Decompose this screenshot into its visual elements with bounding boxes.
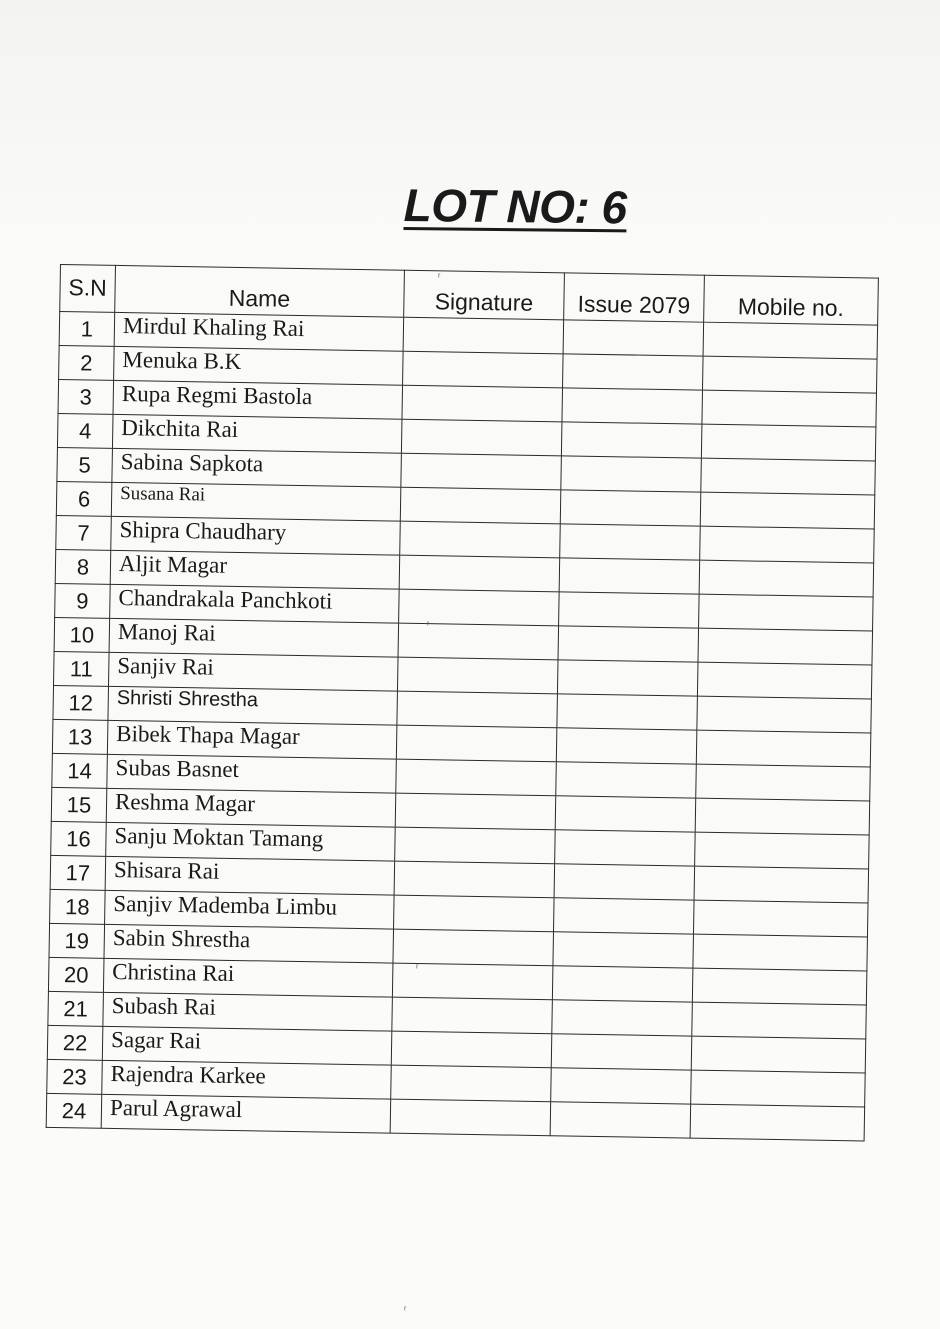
row-signature-cell[interactable] (401, 453, 562, 490)
row-signature-cell[interactable] (399, 589, 560, 626)
header-issue: Issue 2079 (564, 273, 705, 322)
row-signature-cell[interactable] (403, 351, 564, 388)
row-signature-cell[interactable] (396, 759, 557, 796)
row-issue-cell[interactable] (556, 728, 697, 764)
row-mobile-cell[interactable] (693, 900, 868, 937)
row-sn: 13 (52, 719, 108, 754)
row-issue-cell[interactable] (551, 1068, 692, 1104)
row-mobile-cell[interactable] (699, 560, 874, 597)
row-signature-cell[interactable] (395, 793, 556, 830)
row-issue-cell[interactable] (561, 456, 702, 492)
row-issue-cell[interactable] (556, 762, 697, 798)
stray-mark: ʳ (427, 620, 430, 631)
row-name: Aljit Magar (110, 550, 400, 589)
row-name: Susana Rai (111, 482, 401, 521)
stray-mark: ʳ (404, 1305, 407, 1316)
row-sn: 20 (48, 957, 104, 992)
row-name: Parul Agrawal (101, 1094, 391, 1133)
row-issue-cell[interactable] (563, 320, 704, 356)
row-issue-cell[interactable] (553, 932, 694, 968)
row-name: Subash Rai (103, 992, 393, 1031)
row-sn: 5 (57, 447, 113, 482)
row-name: Sanjiv Mademba Limbu (105, 890, 395, 929)
stray-mark: ʳ (438, 272, 441, 283)
row-name: Subas Basnet (107, 754, 397, 793)
row-signature-cell[interactable] (392, 997, 553, 1034)
row-name: Shristi Shrestha (108, 686, 398, 725)
row-sn: 17 (50, 855, 106, 890)
row-sn: 7 (56, 515, 112, 550)
row-name: Rajendra Karkee (102, 1060, 392, 1099)
row-name: Dikchita Rai (112, 414, 402, 453)
row-signature-cell[interactable] (401, 419, 562, 456)
row-signature-cell[interactable] (394, 861, 555, 898)
header-name: Name (115, 265, 405, 317)
row-issue-cell[interactable] (559, 592, 700, 628)
row-signature-cell[interactable] (402, 385, 563, 422)
row-sn: 19 (49, 923, 105, 958)
row-signature-cell[interactable] (397, 657, 558, 694)
row-name: Mirdul Khaling Rai (114, 312, 404, 351)
row-issue-cell[interactable] (552, 1000, 693, 1036)
row-mobile-cell[interactable] (698, 628, 873, 665)
row-mobile-cell[interactable] (695, 798, 870, 835)
row-mobile-cell[interactable] (690, 1104, 865, 1141)
row-sn: 6 (56, 481, 112, 516)
row-sn: 21 (48, 991, 104, 1026)
row-signature-cell[interactable] (397, 691, 558, 728)
row-name: Rupa Regmi Bastola (113, 380, 403, 419)
row-name: Reshma Magar (106, 788, 396, 827)
row-issue-cell[interactable] (555, 796, 696, 832)
row-mobile-cell[interactable] (695, 832, 870, 869)
row-mobile-cell[interactable] (692, 968, 867, 1005)
row-sn: 24 (46, 1093, 102, 1128)
row-signature-cell[interactable] (399, 555, 560, 592)
row-mobile-cell[interactable] (691, 1070, 866, 1107)
row-issue-cell[interactable] (555, 830, 696, 866)
row-sn: 1 (59, 312, 115, 347)
row-signature-cell[interactable] (395, 827, 556, 864)
row-issue-cell[interactable] (554, 864, 695, 900)
row-sn: 22 (47, 1025, 103, 1060)
row-mobile-cell[interactable] (699, 594, 874, 631)
row-issue-cell[interactable] (550, 1102, 691, 1138)
row-mobile-cell[interactable] (702, 390, 877, 427)
row-signature-cell[interactable] (396, 725, 557, 762)
row-name: Shisara Rai (105, 856, 395, 895)
row-signature-cell[interactable] (403, 317, 564, 354)
row-name: Sanju Moktan Tamang (106, 822, 396, 861)
row-issue-cell[interactable] (551, 1034, 692, 1070)
row-mobile-cell[interactable] (697, 662, 872, 699)
row-signature-cell[interactable] (391, 1065, 552, 1102)
row-mobile-cell[interactable] (697, 696, 872, 733)
lot-title: LOT NO: 6 (403, 178, 627, 234)
row-mobile-cell[interactable] (700, 526, 875, 563)
row-mobile-cell[interactable] (701, 458, 876, 495)
row-mobile-cell[interactable] (696, 730, 871, 767)
row-name: Bibek Thapa Magar (107, 720, 397, 759)
row-signature-cell[interactable] (391, 1031, 552, 1068)
row-sn: 9 (55, 583, 111, 618)
row-signature-cell[interactable] (400, 487, 561, 524)
row-name: Shipra Chaudhary (111, 516, 401, 555)
row-name: Sagar Rai (102, 1026, 392, 1065)
row-mobile-cell[interactable] (693, 934, 868, 971)
row-issue-cell[interactable] (558, 626, 699, 662)
row-sn: 4 (57, 413, 113, 448)
row-issue-cell[interactable] (553, 898, 694, 934)
stray-mark: ʳ (416, 963, 419, 974)
row-name: Menuka B.K (114, 346, 404, 385)
header-mobile: Mobile no. (704, 275, 879, 325)
row-mobile-cell[interactable] (700, 492, 875, 529)
row-issue-cell[interactable] (552, 966, 693, 1002)
row-issue-cell[interactable] (562, 388, 703, 424)
row-mobile-cell[interactable] (696, 764, 871, 801)
row-name: Manoj Rai (109, 618, 399, 657)
row-signature-cell[interactable] (394, 895, 555, 932)
row-signature-cell[interactable] (390, 1099, 551, 1136)
row-sn: 2 (59, 345, 115, 380)
row-name: Chandrakala Panchkoti (110, 584, 400, 623)
row-signature-cell[interactable] (400, 521, 561, 558)
row-signature-cell[interactable] (393, 929, 554, 966)
row-name: Sanjiv Rai (109, 652, 399, 691)
row-sn: 10 (54, 617, 110, 652)
row-sn: 12 (53, 685, 109, 720)
lot-table (46, 264, 879, 1141)
row-mobile-cell[interactable] (703, 322, 878, 359)
header-signature: Signature (404, 270, 565, 320)
row-issue-cell[interactable] (563, 354, 704, 390)
header-sn: S.N (60, 265, 116, 313)
row-name: Christina Rai (103, 958, 393, 997)
row-issue-cell[interactable] (557, 660, 698, 696)
row-sn: 11 (54, 651, 110, 686)
row-mobile-cell[interactable] (701, 424, 876, 461)
attendance-sheet (46, 264, 879, 1141)
row-sn: 23 (47, 1059, 103, 1094)
row-sn: 8 (55, 549, 111, 584)
row-sn: 14 (52, 753, 108, 788)
row-mobile-cell[interactable] (692, 1002, 867, 1039)
row-sn: 15 (51, 787, 107, 822)
row-sn: 18 (50, 889, 106, 924)
row-sn: 16 (51, 821, 107, 856)
row-signature-cell[interactable] (398, 623, 559, 660)
row-issue-cell[interactable] (560, 490, 701, 526)
row-issue-cell[interactable] (557, 694, 698, 730)
row-mobile-cell[interactable] (702, 356, 877, 393)
row-mobile-cell[interactable] (691, 1036, 866, 1073)
row-issue-cell[interactable] (559, 558, 700, 594)
row-mobile-cell[interactable] (694, 866, 869, 903)
row-name: Sabina Sapkota (112, 448, 402, 487)
row-sn: 3 (58, 379, 114, 414)
row-name: Sabin Shrestha (104, 924, 394, 963)
row-issue-cell[interactable] (561, 422, 702, 458)
row-issue-cell[interactable] (560, 524, 701, 560)
